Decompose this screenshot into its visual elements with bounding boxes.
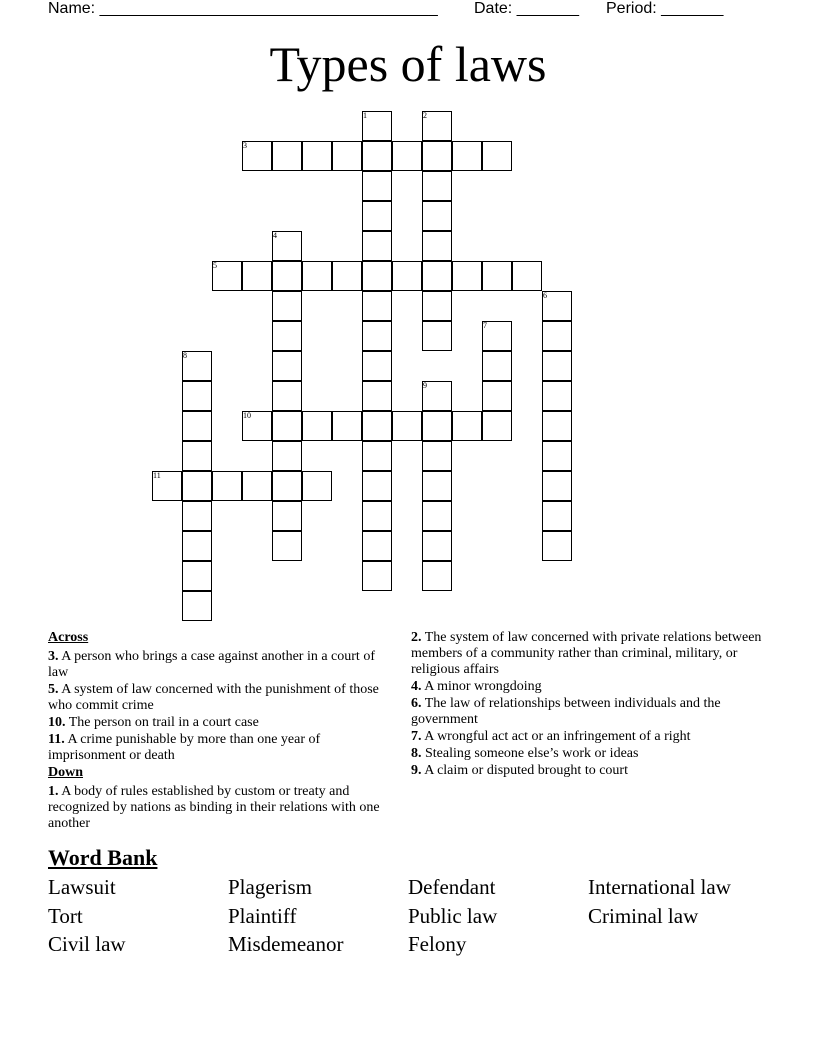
grid-cell[interactable] (542, 321, 572, 351)
clue-number: 11 (153, 471, 161, 480)
grid-cell[interactable] (362, 381, 392, 411)
clue-item (48, 715, 398, 731)
clue-item (411, 630, 771, 678)
clue-number-label: 9. (411, 763, 422, 778)
clue-number: 4 (273, 231, 277, 240)
grid-cell[interactable] (482, 261, 512, 291)
clues-right-column (411, 630, 771, 780)
grid-cell[interactable] (242, 471, 272, 501)
clue-number-label: 10. (48, 715, 66, 730)
grid-cell[interactable] (422, 171, 452, 201)
page-title: Types of laws (269, 36, 547, 92)
word-bank-item: Felony (408, 932, 467, 956)
grid-cell[interactable] (272, 291, 302, 321)
down-clue-list-continued (411, 630, 771, 779)
clue-item (48, 649, 398, 681)
grid-cell[interactable] (362, 201, 392, 231)
grid-cell[interactable] (452, 141, 482, 171)
grid-cell[interactable] (542, 351, 572, 381)
grid-cell[interactable] (182, 561, 212, 591)
grid-cell[interactable] (302, 261, 332, 291)
grid-cell[interactable] (422, 321, 452, 351)
word-bank-item: Tort (48, 903, 83, 928)
word-bank-title: Word Bank (48, 845, 158, 870)
down-heading: Down (48, 765, 84, 780)
grid-cell[interactable] (182, 591, 212, 621)
grid-cell[interactable] (362, 441, 392, 471)
clue-number-label: 7. (411, 729, 422, 744)
name-field: Name: ______________________________________ (48, 0, 438, 17)
grid-cell[interactable] (182, 381, 212, 411)
grid-cell[interactable] (542, 381, 572, 411)
grid-cell[interactable] (542, 471, 572, 501)
word-bank-item: Public law (408, 903, 498, 928)
grid-cell[interactable] (422, 411, 452, 441)
clue-number: 2 (423, 111, 427, 120)
across-heading: Across (48, 630, 89, 645)
grid-cell[interactable] (362, 561, 392, 591)
grid-cell[interactable] (272, 471, 302, 501)
clue-number-label: 5. (48, 682, 59, 697)
grid-cell[interactable] (452, 411, 482, 441)
grid-cell[interactable] (182, 471, 212, 501)
grid-cell[interactable] (422, 501, 452, 531)
clue-number-label: 6. (411, 696, 422, 711)
grid-cell[interactable] (512, 261, 542, 291)
clue-text: A minor wrongdoing (424, 679, 542, 694)
clue-number: 8 (183, 351, 187, 360)
grid-cell[interactable] (362, 171, 392, 201)
grid-cell[interactable] (362, 501, 392, 531)
grid-cell[interactable] (362, 291, 392, 321)
clue-item (48, 784, 398, 832)
grid-cell[interactable] (362, 321, 392, 351)
grid-cell[interactable] (482, 351, 512, 381)
grid-cell[interactable] (482, 141, 512, 171)
grid-cell[interactable] (452, 261, 482, 291)
clue-item (411, 763, 771, 779)
clue-text: The person on trail in a court case (68, 715, 259, 730)
clue-number: 7 (483, 321, 487, 330)
grid-cell[interactable] (272, 531, 302, 561)
clue-number: 6 (543, 291, 547, 300)
grid-cell[interactable] (212, 471, 242, 501)
grid-cell[interactable] (302, 411, 332, 441)
grid-cell[interactable] (422, 201, 452, 231)
grid-cell[interactable] (542, 441, 572, 471)
grid-cell[interactable] (392, 411, 422, 441)
grid-cell[interactable] (542, 531, 572, 561)
clue-text: The system of law concerned with private relations between members of a community rather than criminal, military, or religious affairs (411, 630, 762, 677)
grid-cell[interactable] (182, 531, 212, 561)
period-field: Period: _______ (606, 0, 724, 17)
grid-cell[interactable] (272, 351, 302, 381)
grid-cell[interactable] (272, 381, 302, 411)
clue-number: 10 (243, 411, 251, 420)
clues-left-column (48, 630, 398, 833)
grid-cell[interactable] (422, 141, 452, 171)
clue-text: Stealing someone else’s work or ideas (425, 746, 639, 761)
clue-number-label: 11. (48, 732, 65, 747)
clue-text: A system of law concerned with the punishment of those who commit crime (48, 682, 379, 713)
grid-cell[interactable] (182, 411, 212, 441)
grid-cell[interactable] (482, 411, 512, 441)
grid-cell[interactable] (422, 561, 452, 591)
grid-cell[interactable] (362, 351, 392, 381)
grid-cell[interactable] (332, 411, 362, 441)
word-bank-item: Civil law (48, 932, 126, 956)
clue-text: A claim or disputed brought to court (424, 763, 628, 778)
clue-item (48, 732, 398, 764)
grid-cell[interactable] (272, 441, 302, 471)
word-bank-item: Lawsuit (48, 875, 116, 899)
grid-cell[interactable] (392, 261, 422, 291)
grid-cell[interactable] (422, 261, 452, 291)
grid-cell[interactable] (422, 531, 452, 561)
clue-text: A crime punishable by more than one year of imprisonment or death (48, 732, 321, 763)
clue-number-label: 3. (48, 649, 59, 664)
clue-number: 3 (243, 141, 247, 150)
word-bank-item: Plagerism (228, 875, 312, 899)
clue-item (411, 696, 771, 728)
grid-cell[interactable] (362, 261, 392, 291)
clue-item (411, 729, 771, 745)
grid-cell[interactable] (422, 231, 452, 261)
clue-number: 5 (213, 261, 217, 270)
grid-cell[interactable] (242, 261, 272, 291)
clue-number-label: 4. (411, 679, 422, 694)
clue-text: A wrongful act act or an infringement of a right (424, 729, 691, 744)
student-info-header (48, 0, 768, 20)
word-bank-item: Criminal law (588, 903, 699, 928)
clue-text: A person who brings a case against another in a court of law (48, 649, 375, 680)
grid-cell[interactable] (422, 471, 452, 501)
clue-number: 9 (423, 381, 427, 390)
across-clue-list (48, 649, 398, 764)
grid-cell[interactable] (272, 261, 302, 291)
clue-item (48, 682, 398, 714)
word-bank-item: International law (588, 875, 731, 899)
clue-number-label: 8. (411, 746, 422, 761)
grid-cell[interactable] (482, 381, 512, 411)
grid-cell[interactable] (362, 411, 392, 441)
grid-cell[interactable] (362, 141, 392, 171)
clue-text: The law of relationships between individuals and the government (411, 696, 721, 727)
grid-cell[interactable] (332, 141, 362, 171)
clue-number: 1 (363, 111, 367, 120)
down-clue-list (48, 784, 398, 832)
word-bank-item: Defendant (408, 875, 496, 899)
grid-cell[interactable] (542, 411, 572, 441)
grid-cell[interactable] (182, 501, 212, 531)
clue-number-label: 1. (48, 784, 59, 799)
clue-text: A body of rules established by custom or treaty and recognized by nations as binding in their relations with one another (48, 784, 380, 831)
grid-cell[interactable] (422, 441, 452, 471)
clue-item (411, 679, 771, 695)
clue-number-label: 2. (411, 630, 422, 645)
grid-cell[interactable] (302, 471, 332, 501)
clue-item (411, 746, 771, 762)
grid-cell[interactable] (302, 141, 332, 171)
grid-cell[interactable] (182, 441, 212, 471)
grid-cell[interactable] (362, 231, 392, 261)
grid-cell[interactable] (272, 411, 302, 441)
grid-cell[interactable] (362, 531, 392, 561)
grid-cell[interactable] (542, 501, 572, 531)
grid-cell[interactable] (422, 291, 452, 321)
date-field: Date: _______ (474, 0, 579, 17)
grid-cell[interactable] (272, 321, 302, 351)
grid-cell[interactable] (272, 141, 302, 171)
grid-cell[interactable] (272, 501, 302, 531)
word-bank-item: Plaintiff (228, 903, 297, 928)
grid-cell[interactable] (362, 471, 392, 501)
word-bank-item: Misdemeanor (228, 932, 344, 956)
grid-cell[interactable] (332, 261, 362, 291)
grid-cell[interactable] (392, 141, 422, 171)
